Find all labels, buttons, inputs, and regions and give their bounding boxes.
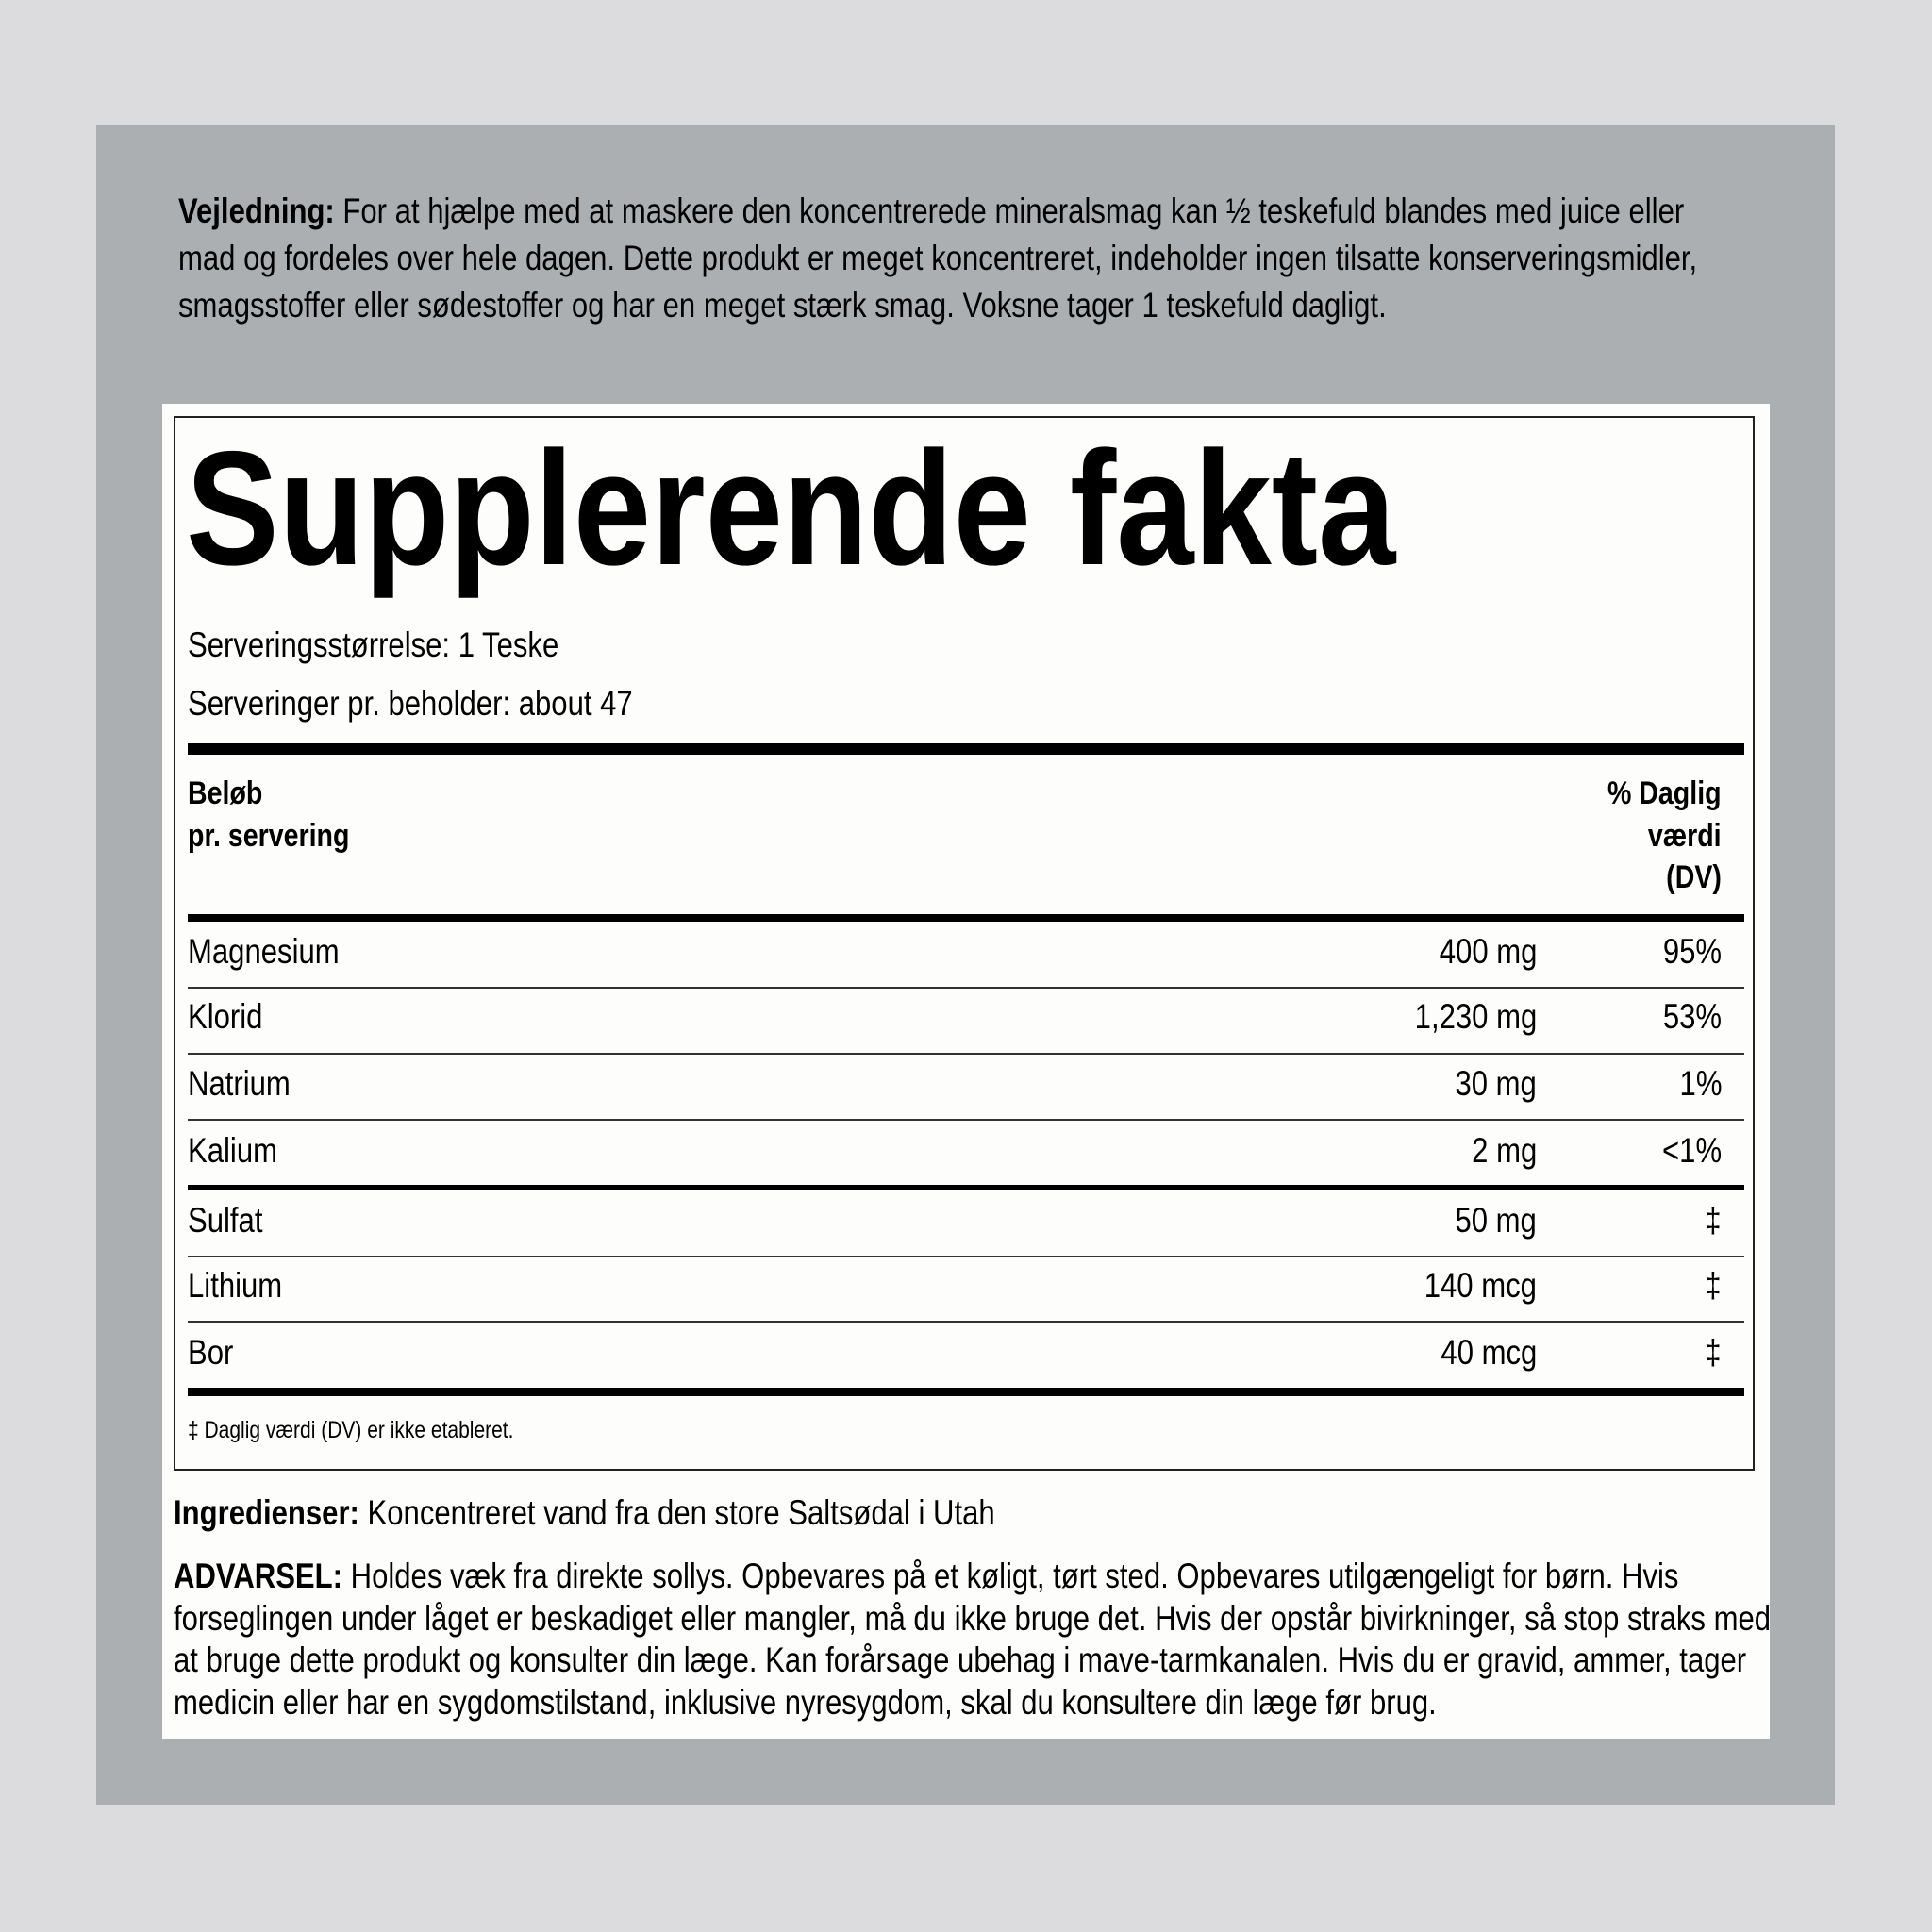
divider-thick <box>188 1388 1744 1396</box>
header-dv-line3: (DV) <box>1666 859 1722 895</box>
ingredients <box>174 1495 995 1530</box>
servings-per-container: Serveringer pr. beholder: about 47 <box>188 684 633 723</box>
nutrient-dv: 95% <box>1662 932 1722 971</box>
header-dv-line1: % Daglig <box>1607 775 1722 811</box>
nutrient-name: Bor <box>188 1333 234 1372</box>
divider-thick <box>188 743 1744 755</box>
divider-thick <box>188 914 1744 922</box>
nutrient-name: Lithium <box>188 1266 283 1305</box>
nutrient-amount: 1,230 mg <box>1414 997 1537 1036</box>
nutrient-amount: 400 mg <box>1439 932 1537 971</box>
ingredients-text: Koncentreret vand fra den store Saltsødal i Utah <box>358 1493 995 1532</box>
nutrient-dv: 53% <box>1662 997 1722 1036</box>
directions-paragraph <box>178 188 1747 329</box>
nutrient-dv: ‡ <box>1705 1333 1722 1372</box>
nutrient-name: Magnesium <box>188 932 340 971</box>
row-divider <box>188 1119 1744 1121</box>
warning-text: Holdes væk fra direkte sollys. Opbevares på et køligt, tørt sted. Opbevares utilgængeligt for børn. Hvis forseglingen under låget er beskadiget eller mangler, må du ikke bruge det. Hvis der opstår bivirkninger, så stop straks med at bruge dette produkt og konsulter din læge. Kan forårsage ubehag i mave-tarmkanalen. Hvis du er gravid, ammer, tager medicin eller har en sygdomstilstand, inklusive nyresygdom, skal du konsultere din læge før brug. <box>174 1557 1772 1722</box>
header-amount-line2: pr. servering <box>188 818 350 854</box>
nutrient-name: Sulfat <box>188 1201 263 1240</box>
nutrient-dv: 1% <box>1679 1064 1722 1103</box>
nutrient-name: Natrium <box>188 1064 291 1103</box>
facts-title: Supplerende fakta <box>186 418 1396 599</box>
row-divider <box>188 987 1744 989</box>
row-divider <box>188 1321 1744 1323</box>
warning-label: ADVARSEL: <box>174 1557 342 1595</box>
nutrient-dv: ‡ <box>1705 1201 1722 1240</box>
ingredients-label: Ingredienser: <box>174 1493 359 1532</box>
nutrient-amount: 40 mcg <box>1441 1333 1537 1372</box>
directions-label: Vejledning: <box>178 192 335 230</box>
nutrient-name: Kalium <box>188 1131 278 1170</box>
directions-text: For at hjælpe med at maskere den koncentrerede mineralsmag kan ½ teskefuld blandes med juice eller mad og fordeles over hele dagen. Dette produkt er meget koncentreret, indeholder ingen tilsatte konserveringsmidler, smagsstoffer eller sødestoffer og har en meget stærk smag. Voksne tager 1 teskefuld dagligt. <box>178 192 1698 325</box>
divider-medium <box>188 1185 1744 1190</box>
footnote: ‡ Daglig værdi (DV) er ikke etableret. <box>188 1417 514 1443</box>
serving-size: Serveringsstørrelse: 1 Teske <box>188 625 559 664</box>
row-divider <box>188 1053 1744 1055</box>
nutrient-name: Klorid <box>188 997 263 1036</box>
nutrient-amount: 50 mg <box>1455 1201 1537 1240</box>
nutrient-amount: 140 mcg <box>1424 1266 1537 1305</box>
nutrient-amount: 2 mg <box>1471 1131 1537 1170</box>
header-amount-line1: Beløb <box>188 775 263 811</box>
nutrient-dv: <1% <box>1661 1131 1722 1170</box>
nutrient-dv: ‡ <box>1705 1266 1722 1305</box>
warning-paragraph <box>174 1556 1790 1724</box>
nutrient-amount: 30 mg <box>1455 1064 1537 1103</box>
row-divider <box>188 1256 1744 1257</box>
header-dv-line2: værdi <box>1648 818 1722 854</box>
